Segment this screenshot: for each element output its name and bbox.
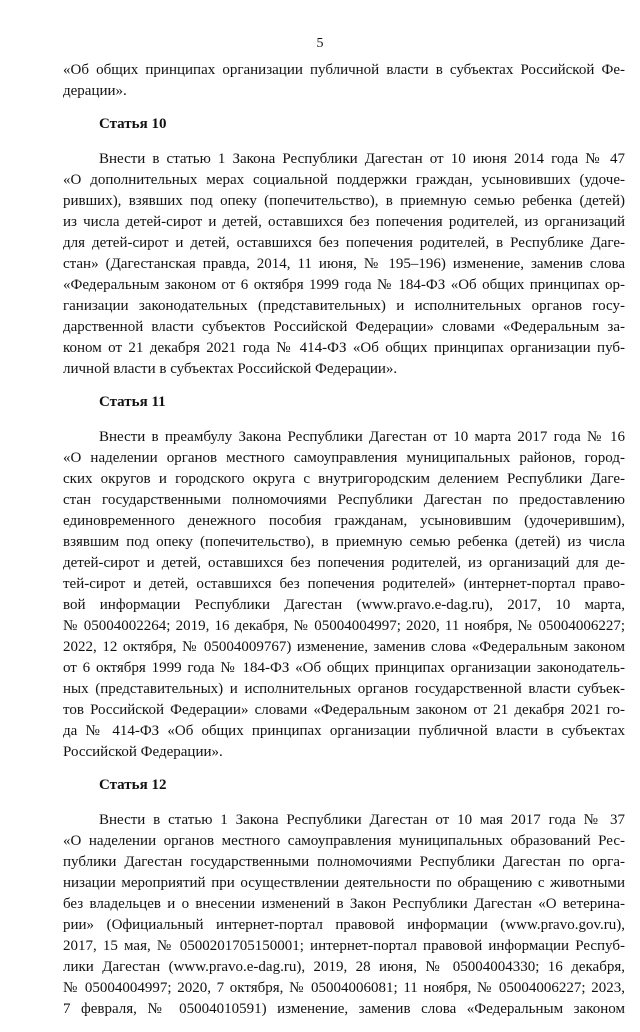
text-line: «О дополнительных мерах социальной поддержки граждан, усыновивших (удоче- bbox=[63, 172, 625, 188]
text-line: для детей-сирот и детей, оставшихся без попечения родителей, в Республике Даге- bbox=[63, 235, 625, 251]
text-line: «О наделении органов местного самоуправления муниципальных образований Рес- bbox=[63, 833, 625, 849]
text-line: детей-сирот и детей, оставшихся без попечения родителей, из организаций для де- bbox=[63, 555, 625, 571]
page-number: 5 bbox=[316, 36, 324, 51]
text-line: ривших), взявших под опеку (попечительство), в приемную семью ребенка (детей) bbox=[63, 193, 625, 209]
text-line: стан» (Дагестанская правда, 2014, 11 июня, № 195–196) изменение, заменив слова bbox=[63, 256, 625, 272]
paragraph bbox=[63, 149, 625, 380]
text-line: «Федеральным законом от 6 октября 1999 года № 184-ФЗ «Об общих принципах ор- bbox=[63, 277, 625, 293]
text-line: низации мероприятий при осуществлении деятельности по обращению с животными bbox=[63, 875, 625, 891]
text-line: взявшим под опеку (попечительство), в приемную семью ребенка (детей) из числа bbox=[63, 534, 625, 550]
document-body bbox=[63, 60, 625, 1032]
text-line: дарственной власти субъектов Российской Федерации» словами «Федеральным за- bbox=[63, 319, 625, 335]
text-line: 2017, 15 мая, № 0500201705150001; интернет-портал правовой информации Респуб- bbox=[63, 938, 625, 954]
text-line: тей-сирот и детей, оставшихся без попечения родителей» (интернет-портал право- bbox=[63, 576, 625, 592]
text-line: единовременного денежного пособия гражданам, усыновившим (удочерившим), bbox=[63, 513, 625, 529]
text-line: из числа детей-сирот и детей, оставшихся без попечения родителей, из организаций bbox=[63, 214, 625, 230]
text-line: ских округов и городского округа с внутригородским делением Республики Даге- bbox=[63, 471, 625, 487]
text-line: рии» (Официальный интернет-портал правовой информации (www.pravo.gov.ru), bbox=[63, 917, 625, 933]
text-line: коном от 21 декабря 2021 года № 414-ФЗ «Об общих принципах организации пуб- bbox=[63, 340, 625, 356]
text-line: 2022, 12 октября, № 05004009767) изменение, заменив слова «Федеральным законом bbox=[63, 639, 625, 655]
text-line: тов Российской Федерации» словами «Федеральным законом от 21 декабря 2021 го- bbox=[63, 702, 625, 718]
text-line: Внести в статью 1 Закона Республики Дагестан от 10 июня 2014 года № 47 bbox=[99, 151, 625, 167]
text-line: Российской Федерации». bbox=[63, 744, 223, 760]
text-line: дерации». bbox=[63, 83, 127, 99]
text-line: 7 февраля, № 05004010591) изменение, заменив слова «Федеральным законом bbox=[63, 1001, 625, 1017]
text-line: да № 414-ФЗ «Об общих принципах организации публичной власти в субъектах bbox=[63, 723, 625, 739]
text-line: Внести в статью 1 Закона Республики Дагестан от 10 мая 2017 года № 37 bbox=[99, 812, 625, 828]
article-heading: Статья 12 bbox=[99, 777, 167, 793]
text-line: № 05004002264; 2019, 16 декабря, № 05004004997; 2020, 11 ноября, № 05004006227; bbox=[63, 618, 625, 634]
paragraph bbox=[63, 427, 625, 763]
paragraph bbox=[63, 60, 625, 102]
text-line: без владельцев и о внесении изменений в Закон Республики Дагестан «О ветерина- bbox=[63, 896, 625, 912]
text-line: Внести в преамбулу Закона Республики Дагестан от 10 марта 2017 года № 16 bbox=[99, 429, 625, 445]
text-line: личной власти в субъектах Российской Федерации». bbox=[63, 361, 398, 377]
text-line: № 05004004997; 2020, 7 октября, № 05004006081; 11 ноября, № 05004006227; 2023, bbox=[63, 980, 625, 996]
text-line: от 6 октября 1999 года № 184-ФЗ «Об общих принципах организации законодатель- bbox=[63, 660, 625, 676]
article-heading: Статья 11 bbox=[99, 394, 166, 410]
text-line: лики Дагестан (www.pravo.e-dag.ru), 2019, 28 июня, № 05004004330; 16 декабря, bbox=[63, 959, 625, 975]
text-line: публики Дагестан государственными полномочиями Республики Дагестан по орга- bbox=[63, 854, 625, 870]
text-line: стан государственными полномочиями Республики Дагестан по предоставлению bbox=[63, 492, 625, 508]
paragraph bbox=[63, 810, 625, 1020]
text-line: «О наделении органов местного самоуправления муниципальных районов, город- bbox=[63, 450, 625, 466]
text-line: «Об общих принципах организации публичной власти в субъектах Российской Фе- bbox=[63, 62, 625, 78]
text-line: ганизации законодательных (представительных) и исполнительных органов госу- bbox=[63, 298, 625, 314]
text-line: ных (представительных) и исполнительных органов государственной власти субъек- bbox=[63, 681, 625, 697]
text-line: вой информации Республики Дагестан (www.pravo.e-dag.ru), 2017, 10 марта, bbox=[63, 597, 625, 613]
article-heading: Статья 10 bbox=[99, 116, 167, 132]
